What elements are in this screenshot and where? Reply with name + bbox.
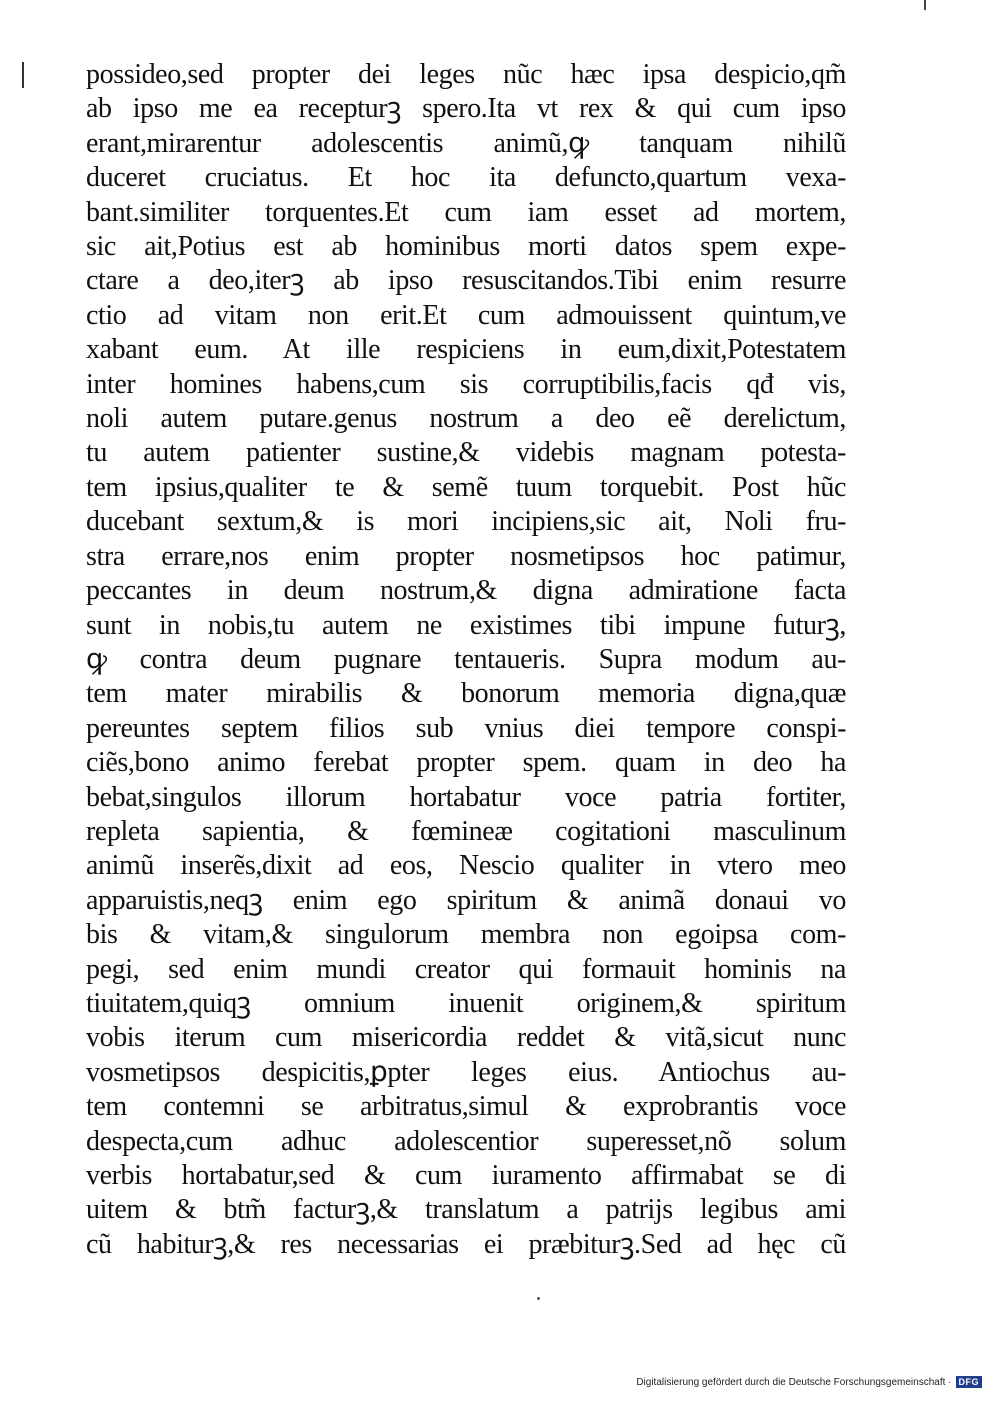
text-line: noli autem putare.genus nostrum a deo eẽ derelictum, [86, 403, 846, 435]
text-line: animũ inserẽs,dixit ad eos, Nescio qualiter in vtero meo [86, 850, 846, 882]
text-line: xabant eum. At ille respiciens in eum,dixit,Potestatem [86, 334, 846, 366]
text-line: inter homines habens,cum sis corruptibilis,facis qđ vis, [86, 368, 846, 400]
text-line: despecta,cum adhuc adolescentior superesset,nõ solum [86, 1125, 846, 1157]
text-line: ciẽs,bono animo ferebat propter spem. quam in deo ha [86, 747, 846, 779]
text-line: ctio ad vitam non erit.Et cum admouissent quintum,ve [86, 299, 846, 331]
text-line: bant.similiter torquentes.Et cum iam esset ad mortem, [86, 196, 846, 228]
credit-text: Digitalisierung gefördert durch die Deutsche Forschungsgemeinschaft · [636, 1376, 952, 1388]
text-line: stra errare,nos enim propter nosmetipsos hoc patimur, [86, 540, 846, 572]
text-line: peccantes in deum nostrum,& digna admiratione facta [86, 575, 846, 607]
text-line: ab ipso me ea recepturꝫ spero.Ita vt rex & qui cum ipso [86, 93, 846, 125]
text-line: apparuistis,neqꝫ enim ego spiritum & animã donaui vo [86, 884, 846, 916]
text-line: possideo,sed propter dei leges nũc hæc ipsa despicio,qm̃ [86, 59, 846, 90]
text-line: pegi, sed enim mundi creator qui formauit hominis na [86, 953, 846, 985]
body-text [86, 58, 846, 1262]
text-line: tem ipsius,qualiter te & semẽ tuum torquebit. Post hũc [86, 471, 846, 503]
margin-mark-top [924, 0, 926, 10]
text-line: pereuntes septem filios sub vnius diei tempore conspi- [86, 712, 846, 744]
text-line: tu autem patienter sustine,& videbis magnam potesta- [86, 437, 846, 469]
digitization-credit [636, 1376, 982, 1388]
text-line: tem contemni se arbitratus,simul & exprobrantis voce [86, 1091, 846, 1123]
text-line: ꝙ contra deum pugnare tentaueris. Supra modum au- [86, 643, 846, 675]
text-line: verbis hortabatur,sed & cum iuramento affirmabat se di [86, 1160, 846, 1191]
text-line: repleta sapientia, & fœmineæ cogitationi masculinum [86, 815, 846, 847]
text-line: duceret cruciatus. Et hoc ita defuncto,quartum vexa- [86, 162, 846, 194]
text-line: vosmetipsos despicitis,ꝑpter leges eius. Antiochus au- [86, 1056, 846, 1088]
text-line: tem mater mirabilis & bonorum memoria digna,quæ [86, 678, 846, 710]
text-line: uitem & btm̃ facturꝫ,& translatum a patrijs legibus ami [86, 1194, 846, 1226]
margin-mark-left [22, 62, 24, 88]
text-line: sic ait,Potius est ab hominibus morti datos spem expe- [86, 231, 846, 263]
text-line: vobis iterum cum misericordia reddet & vitã,sicut nunc [86, 1022, 846, 1054]
text-line: tiuitatem,quiqꝫ omnium inuenit originem,& spiritum [86, 987, 846, 1019]
dfg-logo-icon: DFG [956, 1376, 983, 1388]
text-line: ctare a deo,iterꝫ ab ipso resuscitandos.Tibi enim resurre [86, 265, 846, 297]
text-line: sunt in nobis,tu autem ne existimes tibi impune futurꝫ, [86, 609, 846, 641]
page-speck [537, 1297, 540, 1300]
text-line: bebat,singulos illorum hortabatur voce patria fortiter, [86, 781, 846, 813]
text-line: bis & vitam,& singulorum membra non egoipsa com- [86, 919, 846, 951]
text-line: erant,mirarentur adolescentis animũ,ꝙ tanquam nihilũ [86, 127, 846, 159]
text-line: cũ habiturꝫ,& res necessarias ei præbiturꝫ.Sed ad hęc cũ [86, 1228, 846, 1260]
text-line: ducebant sextum,& is mori incipiens,sic ait, Noli fru- [86, 506, 846, 538]
